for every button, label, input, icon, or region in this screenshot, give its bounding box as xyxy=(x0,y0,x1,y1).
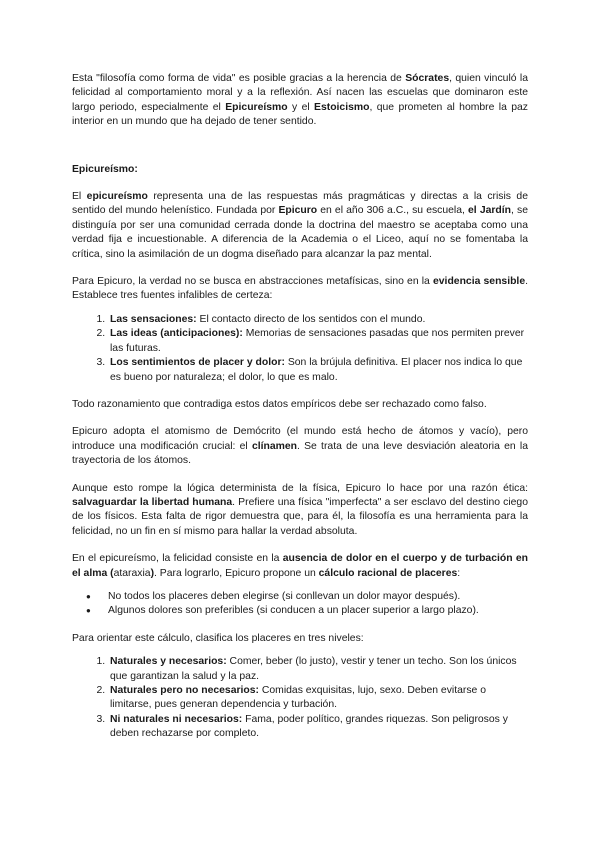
list-desc: Fama, poder político, grandes riquezas. Son peligrosos y deben rechazarse por completo. xyxy=(110,713,508,740)
list-term: Las ideas (anticipaciones): xyxy=(110,328,243,340)
bold-text: Estoicismo xyxy=(314,101,370,113)
list-item xyxy=(108,713,528,742)
document-page xyxy=(72,72,528,742)
text: ataraxia xyxy=(113,567,151,579)
text: Aunque esto rompe la lógica determinista de la física, Epicuro lo hace por una razón ética: xyxy=(72,482,528,494)
text: : xyxy=(457,567,461,579)
text: . Para lograrlo, Epicuro propone un xyxy=(154,567,319,579)
text: Esta "filosofía como forma de vida" es posible gracias a la herencia de xyxy=(72,73,406,84)
list-desc: Comer, beber (lo justo), vestir y tener un techo. Son los únicos que garantizan la salud y la paz. xyxy=(110,656,517,682)
sources-list xyxy=(72,313,528,385)
list-item xyxy=(108,356,528,385)
list-desc: Son la brújula definitiva. El placer nos indica lo que es bueno por naturaleza; el dolor, lo que es malo. xyxy=(110,357,523,383)
list-desc: Comidas exquisitas, lujo, sexo. Deben evitarse o limitarse, pues generan dependencia y turbación. xyxy=(110,685,486,711)
bold-text: clínamen xyxy=(251,440,298,452)
text: , que prometen al hombre la paz interior en un mundo que ha dejado de tener sentido. xyxy=(72,101,528,128)
list-term: Los sentimientos de placer y dolor: xyxy=(110,357,285,369)
list-desc: Memorias de sensaciones pasadas que nos permiten prever las futuras. xyxy=(110,328,525,354)
bold-text: cálculo racional de placeres xyxy=(318,567,458,579)
text: , quien vinculó la felicidad al comportamiento moral y a la reflexión. Así nacen las escuelas que dominaron este largo periodo, especialmente el xyxy=(72,73,528,113)
bold-text: epicureísmo xyxy=(86,191,148,203)
list-item: ● No todos los placeres deben elegirse (si conllevan un dolor mayor después). xyxy=(108,590,528,604)
text: El xyxy=(72,191,87,203)
list-desc: El contacto directo de los sentidos con el mundo. xyxy=(196,313,426,325)
bold-text: Epicureísmo xyxy=(225,101,288,113)
intro-paragraph xyxy=(72,72,528,130)
text: Para Epicuro, la verdad no se busca en abstracciones metafísicas, sino en la xyxy=(72,276,433,288)
section-heading: Epicureísmo: xyxy=(72,163,138,175)
text: En el epicureísmo, la felicidad consiste en la xyxy=(72,553,283,565)
list-item: ● Algunos dolores son preferibles (si conducen a un placer superior a largo plazo). xyxy=(108,604,528,618)
paragraph-classification: Para orientar este cálculo, clasifica los placeres en tres niveles: xyxy=(72,632,364,644)
list-term: Naturales pero no necesarios: xyxy=(110,685,259,696)
bold-text: ) xyxy=(150,567,155,579)
paragraph-reasoning: Todo razonamiento que contradiga estos datos empíricos debe ser rechazado como falso. xyxy=(72,398,487,410)
list-item xyxy=(108,327,528,356)
bold-text: el Jardín xyxy=(468,205,511,217)
bold-text: ausencia de dolor en el cuerpo y de turbación en el alma ( xyxy=(72,553,528,579)
text: . Prefiere una física "imperfecta" a ser esclavo del destino ciego de los físicos. Esta falta de rigor demuestra que, para él, la filosofía es una herramienta para la felicidad, no un fin en sí mismo para hallar la verdad absoluta. xyxy=(72,496,528,537)
paragraph-truth xyxy=(72,275,528,304)
bold-text: Sócrates xyxy=(405,73,450,84)
list-term: Ni naturales ni necesarios: xyxy=(110,713,243,725)
list-item xyxy=(108,655,528,684)
paragraph-school xyxy=(72,190,528,262)
text: representa una de las respuestas más pragmáticas y directas a la crisis de sentido del mundo helenístico. Fundada por xyxy=(72,191,528,217)
text: , se distinguía por ser una comunidad cerrada donde la doctrina del maestro se aceptaba como una verdad fija e incuestionable. A diferencia de la Academia o el Liceo, aquí no se fomentaba la crítica, sino la asimilación de un dogma diseñado para alcanzar la paz mental. xyxy=(72,205,528,260)
text: Epicuro adopta el atomismo de Demócrito (el mundo está hecho de átomos y vacío), pero introduce una modificación crucial: el xyxy=(72,426,528,452)
list-term: Naturales y necesarios: xyxy=(110,656,227,668)
bold-text: evidencia sensible xyxy=(433,276,526,288)
text: . Se trata de una leve desviación aleatoria en la trayectoria de los átomos. xyxy=(72,440,528,467)
pleasure-levels-list xyxy=(72,655,528,741)
list-item xyxy=(108,684,528,713)
paragraph-atomism xyxy=(72,425,528,468)
text: en el año 306 a.C., su escuela, xyxy=(317,205,469,217)
list-term: Las sensaciones: xyxy=(110,313,197,325)
bold-text: Epicuro xyxy=(278,205,318,217)
paragraph-happiness xyxy=(72,552,528,581)
list-item xyxy=(108,313,528,327)
bold-text: salvaguardar la libertad humana xyxy=(72,496,233,508)
paragraph-freedom xyxy=(72,482,528,540)
text: . Establece tres fuentes infalibles de certeza: xyxy=(72,276,528,302)
bullet-list xyxy=(72,590,528,619)
text: y el xyxy=(287,101,315,113)
